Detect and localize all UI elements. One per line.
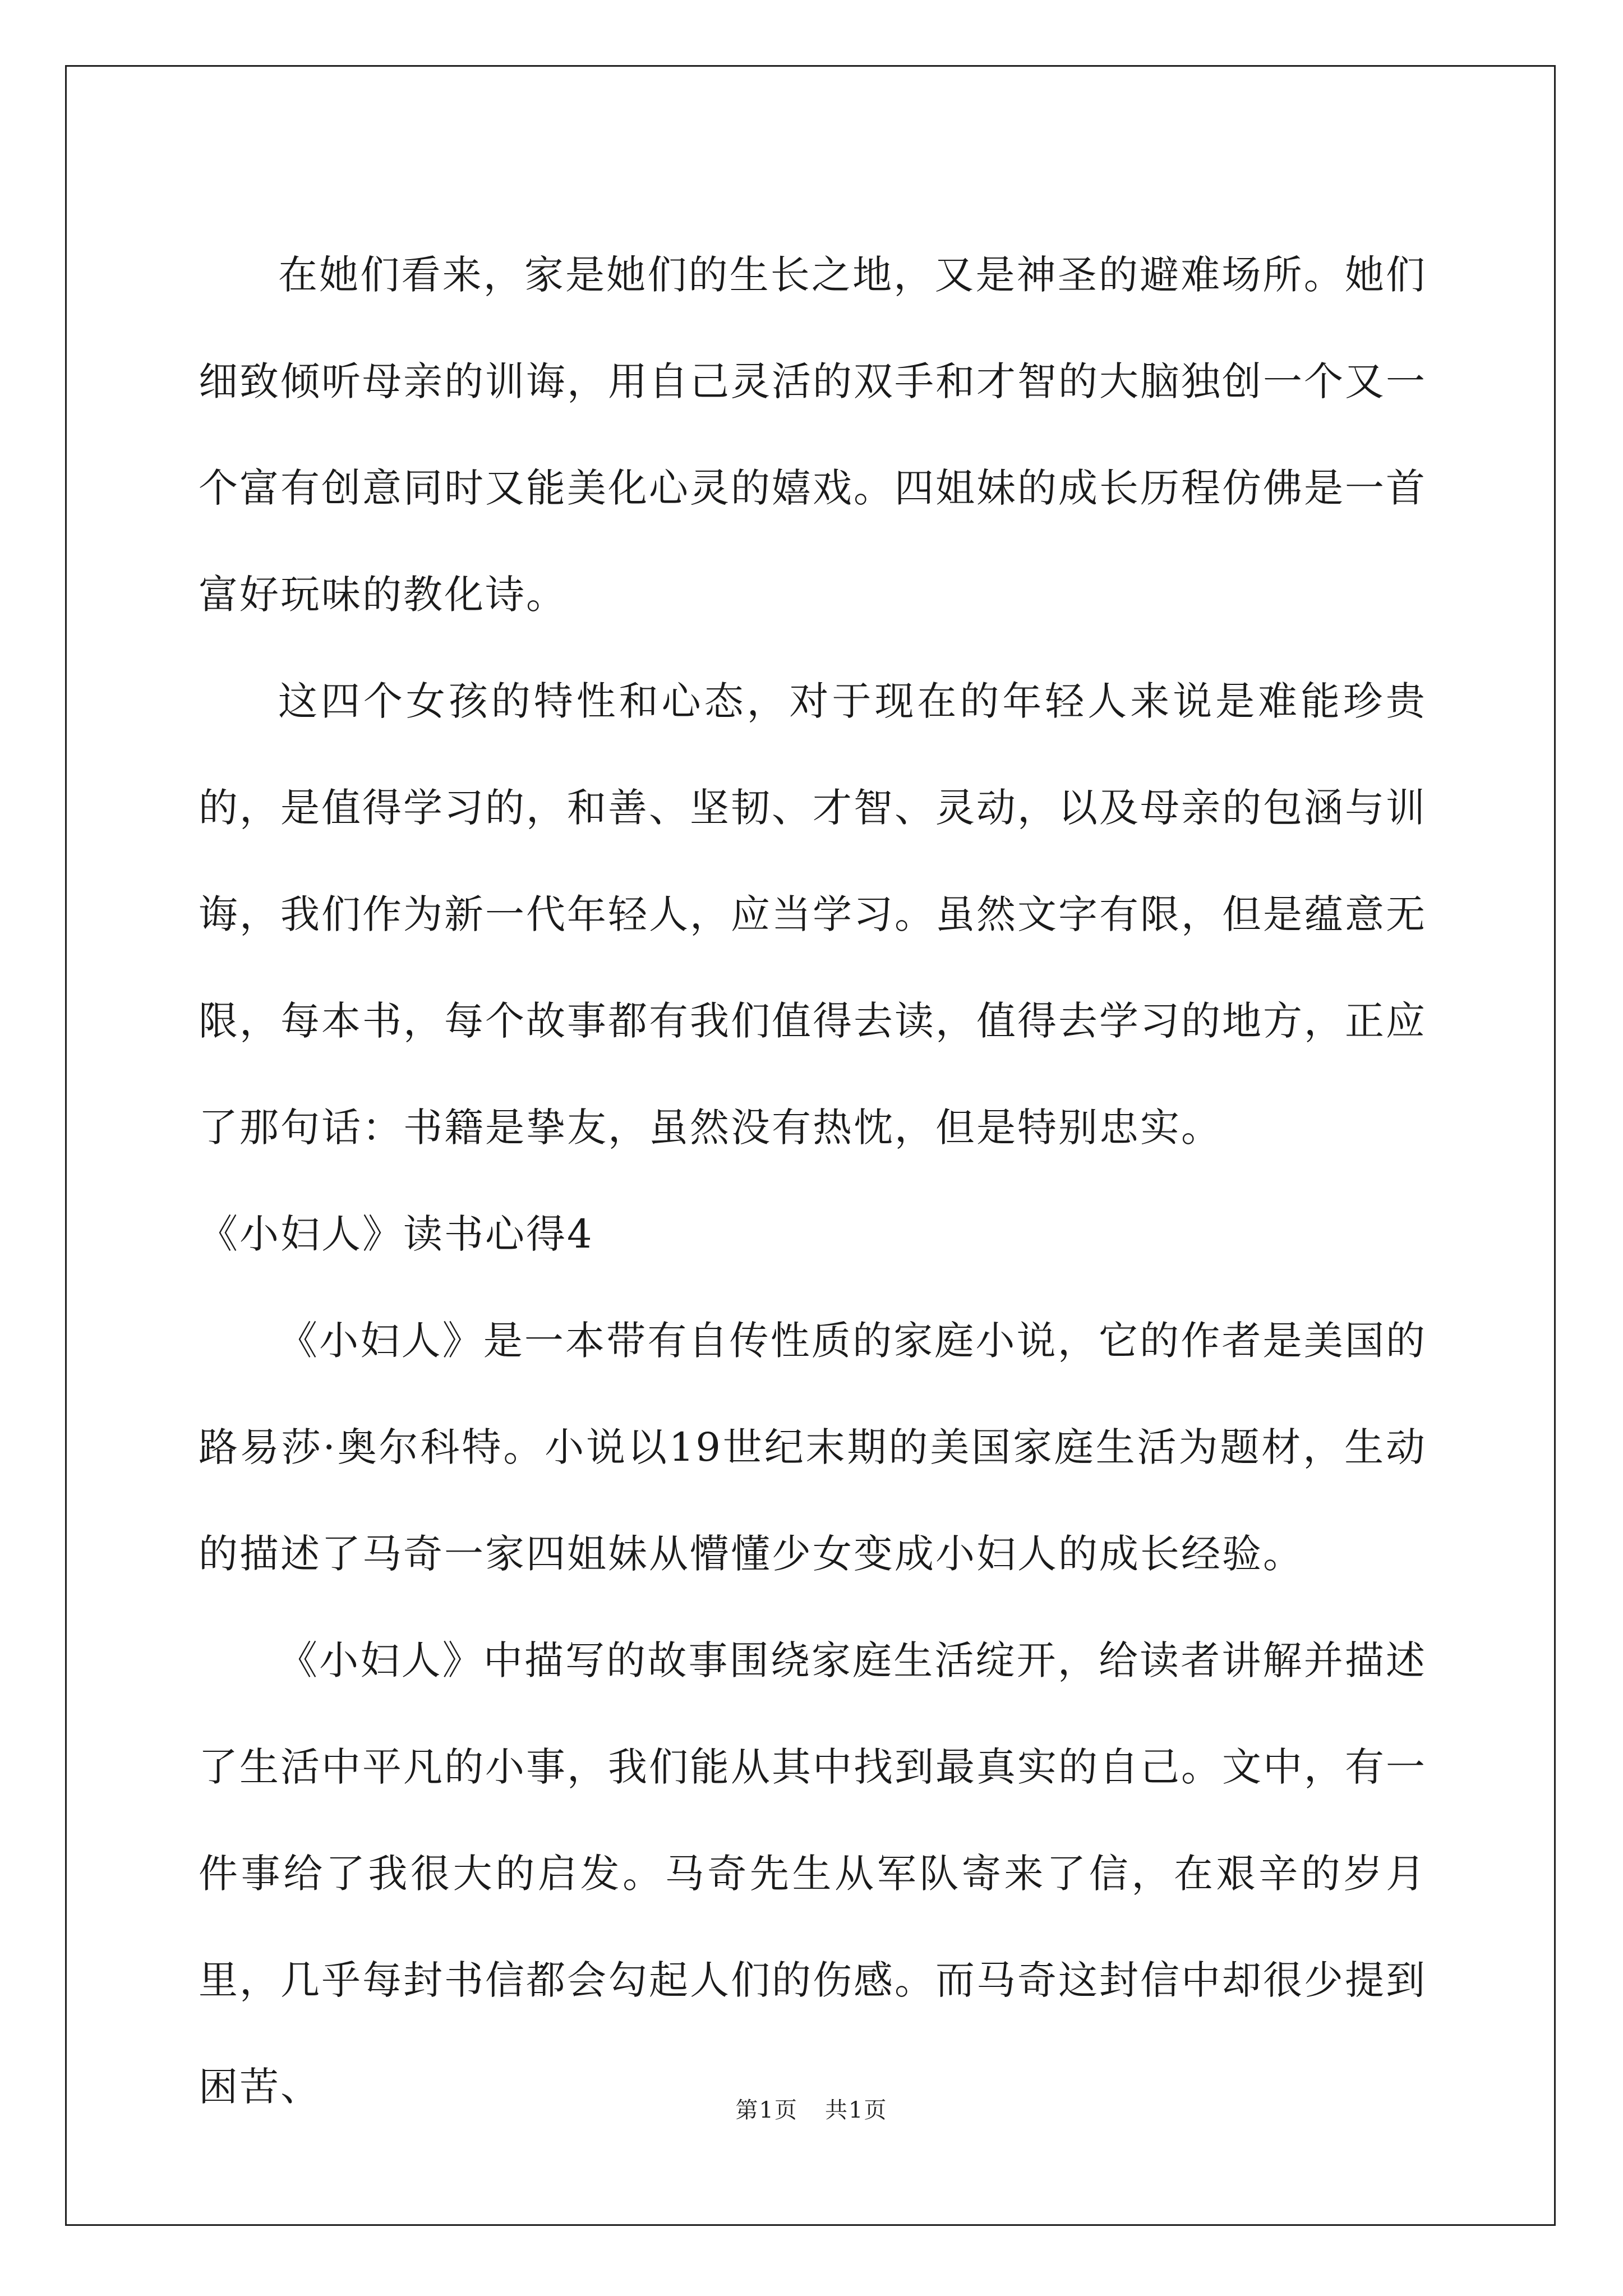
paragraph-4: 《小妇人》中描写的故事围绕家庭生活绽开，给读者讲解并描述了生活中平凡的小事，我们能从其中找到最真实的自己。文中，有一件事给了我很大的启发。马奇先生从军队寄来了信，在艰辛的岁月里，几乎每封书信都会勾起人们的伤感。而马奇这封信中却很少提到困苦、 xyxy=(199,1637,1427,2110)
section-heading: 《小妇人》读书心得4 xyxy=(199,1211,594,1257)
page-total: 共1页 xyxy=(825,2097,888,2123)
paragraph-1: 在她们看来，家是她们的生长之地，又是神圣的避难场所。她们细致倾听母亲的训诲，用自己灵活的双手和才智的大脑独创一个又一个富有创意同时又能美化心灵的嬉戏。四姐妹的成长历程仿佛是一首富好玩味的教化诗。 xyxy=(199,252,1427,618)
page-number: 第1页 xyxy=(735,2097,798,2123)
paragraph-3: 《小妇人》是一本带有自传性质的家庭小说，它的作者是美国的路易莎·奥尔科特。小说以19世纪末期的美国家庭生活为题材，生动的描述了马奇一家四姐妹从懵懂少女变成小妇人的成长经验。 xyxy=(199,1318,1427,1577)
paragraph-2: 这四个女孩的特性和心态，对于现在的年轻人来说是难能珍贵的，是值得学习的，和善、坚韧、才智、灵动，以及母亲的包涵与训诲，我们作为新一代年轻人，应当学习。虽然文字有限，但是蕴意无限，每本书，每个故事都有我们值得去读，值得去学习的地方，正应了那句话：书籍是挚友，虽然没有热忱，但是特别忠实。 xyxy=(199,678,1427,1151)
document-body xyxy=(199,222,1427,2140)
page-footer xyxy=(0,2092,1623,2124)
